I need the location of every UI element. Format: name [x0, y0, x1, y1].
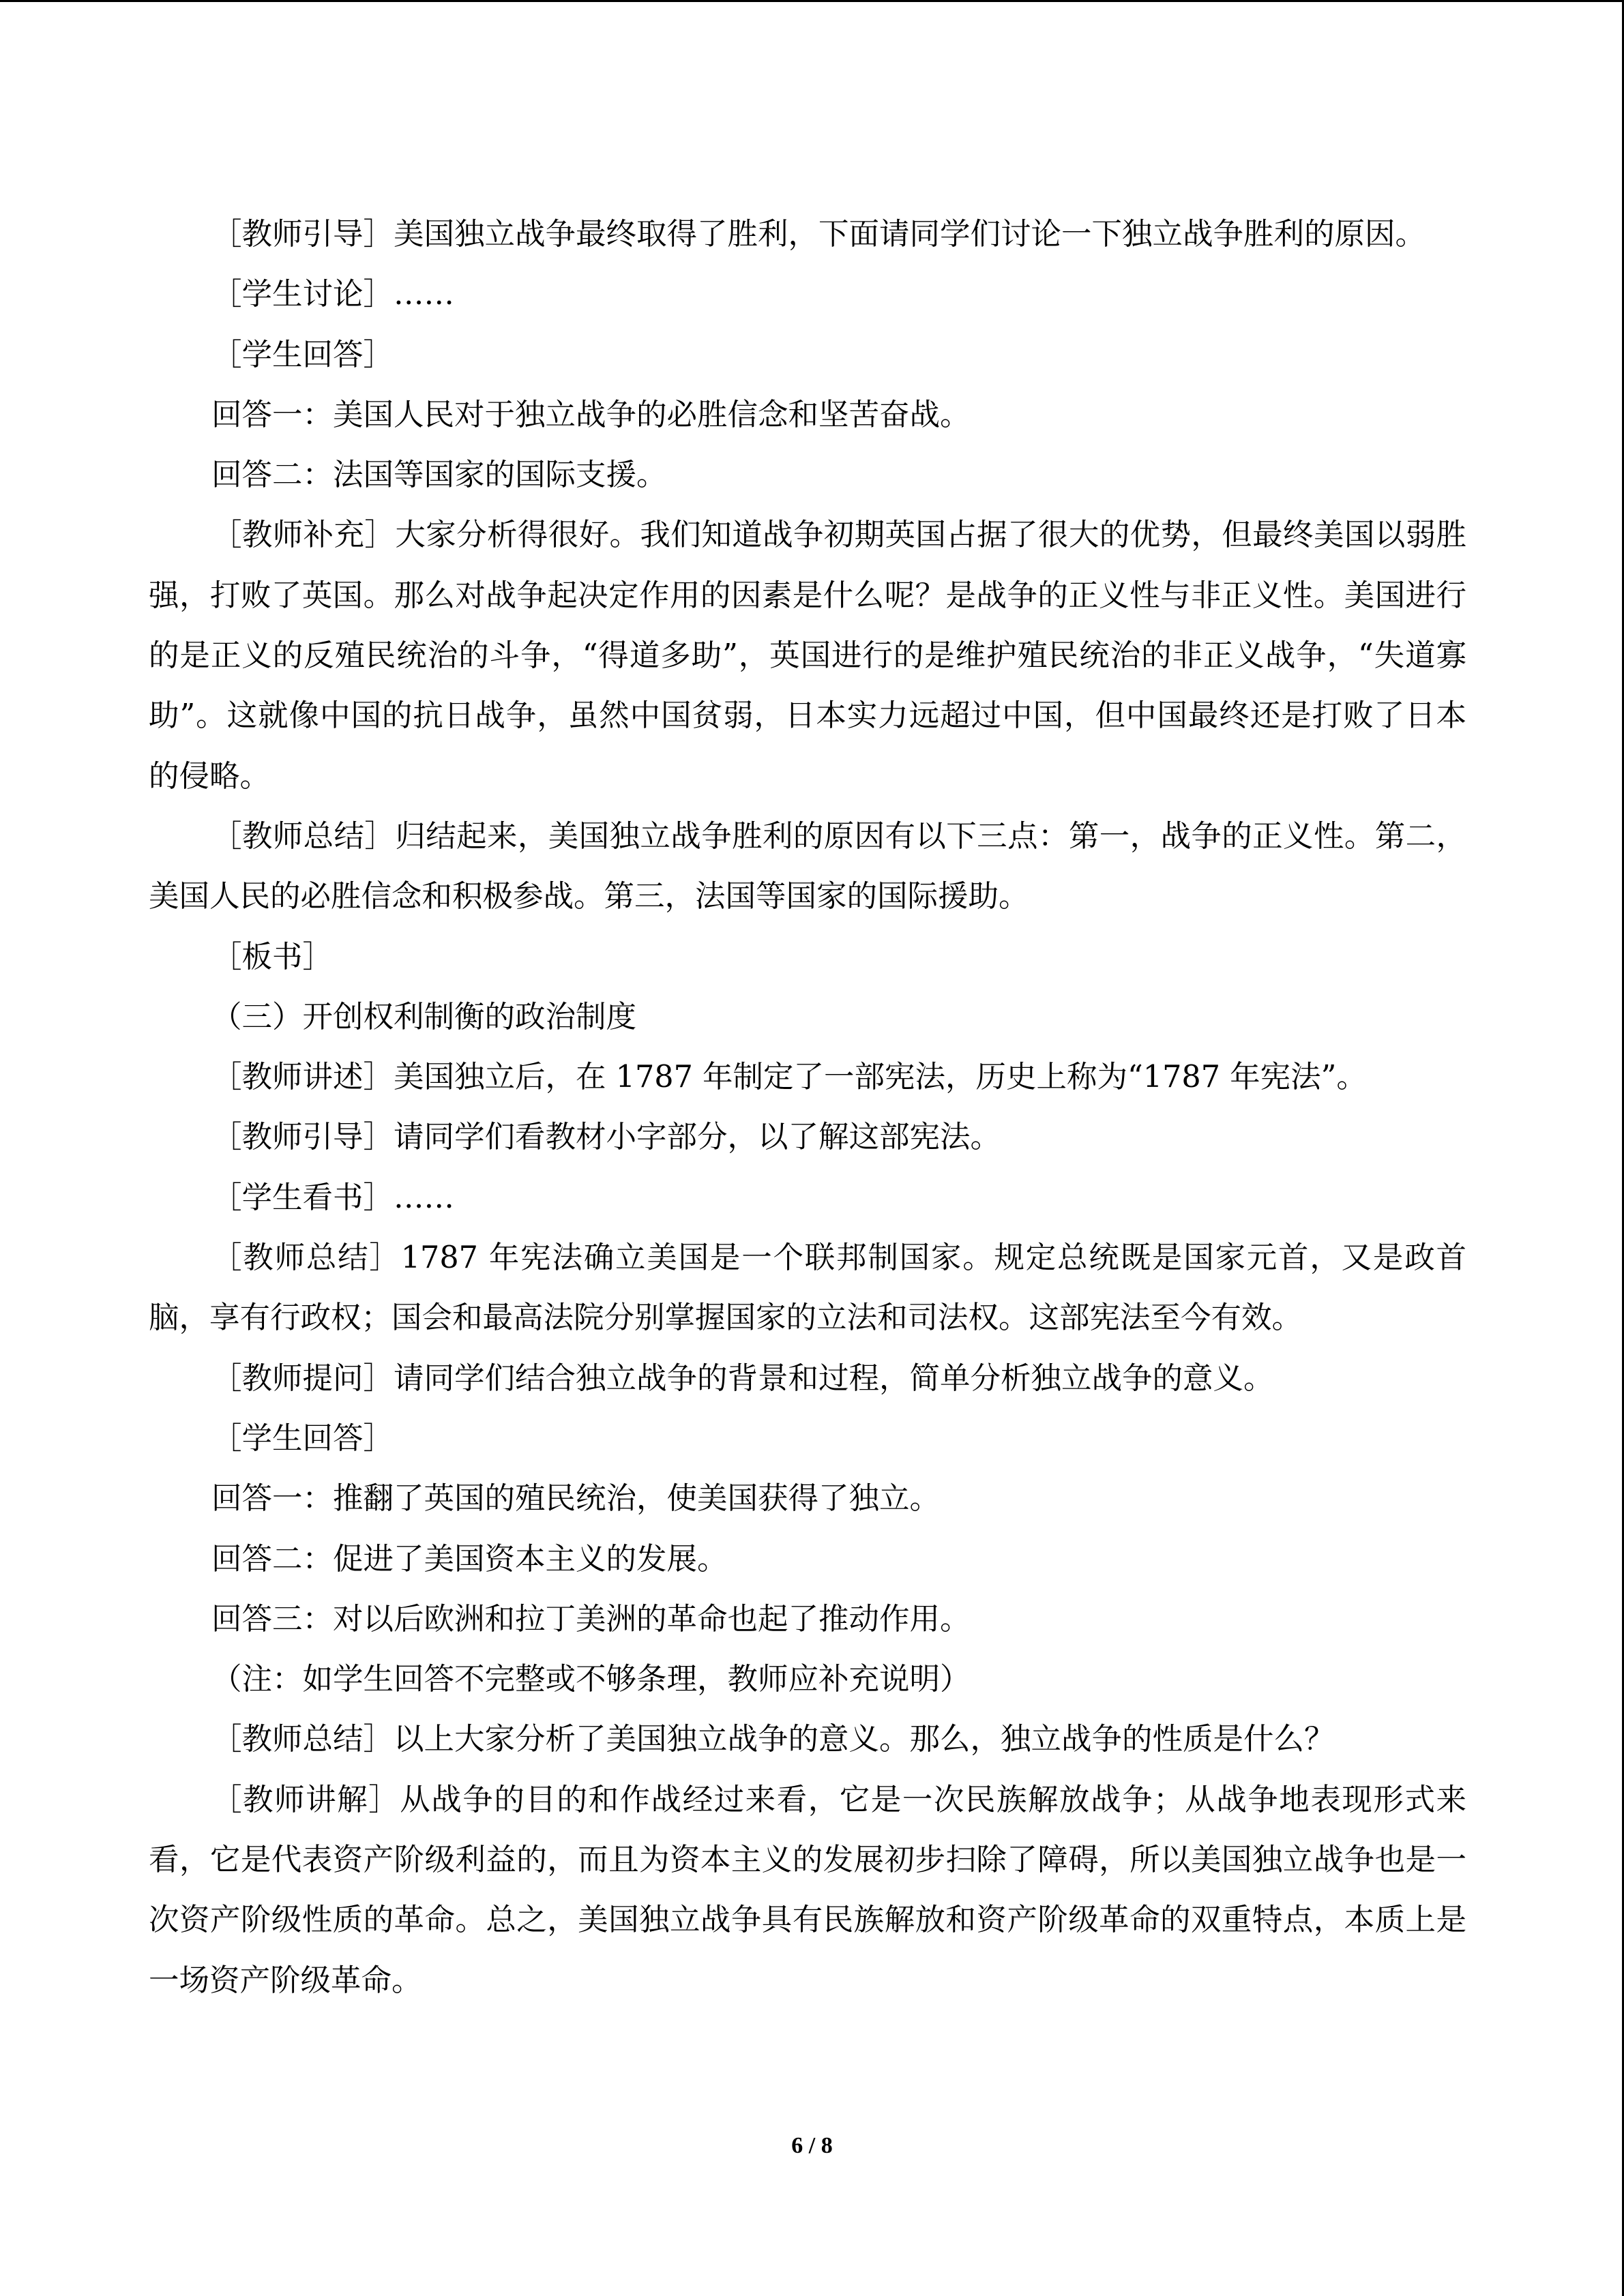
- paragraph-answer-one: 回答一：美国人民对于独立战争的必胜信念和坚苦奋战。: [211, 397, 971, 432]
- paragraph-student-answer-heading-2: ［学生回答］: [211, 1420, 394, 1456]
- paragraph-teacher-explanation: ［教师讲解］从战争的目的和作战经过来看，它是一次民族解放战争；从战争地表现形式来看，它是代表资产阶级利益的，而且为资本主义的发展初步扫除了障碍，所以美国独立战争也是一次资产阶级性质的革命。总之，美国独立战争具有民族解放和资产阶级革命的双重特点，本质上是一场资产阶级革命。: [149, 1782, 1466, 1998]
- paragraph-teacher-guide-textbook: ［教师引导］请同学们看教材小字部分，以了解这部宪法。: [211, 1120, 1001, 1155]
- page-border-top: [0, 0, 1624, 2]
- paragraph-teacher-question: ［教师提问］请同学们结合独立战争的背景和过程，简单分析独立战争的意义。: [211, 1360, 1274, 1396]
- paragraph-student-discussion: ［学生讨论］……: [211, 277, 455, 312]
- paragraph-note: （注：如学生回答不完整或不够条理，教师应补充说明）: [211, 1662, 971, 1697]
- paragraph-teacher-summary-nature: ［教师总结］以上大家分析了美国独立战争的意义。那么，独立战争的性质是什么？: [211, 1722, 1335, 1757]
- paragraph-significance-answer-two: 回答二：促进了美国资本主义的发展。: [211, 1541, 728, 1577]
- paragraph-significance-answer-one: 回答一：推翻了英国的殖民统治，使美国获得了独立。: [211, 1481, 941, 1517]
- paragraph-student-answer-heading: ［学生回答］: [211, 337, 394, 372]
- section-heading-checks-balances: （三）开创权利制衡的政治制度: [211, 999, 637, 1034]
- paragraph-significance-answer-three: 回答三：对以后欧洲和拉丁美洲的革命也起了推动作用。: [211, 1601, 971, 1637]
- paragraph-teacher-guide-victory: ［教师引导］美国独立战争最终取得了胜利，下面请同学们讨论一下独立战争胜利的原因。: [211, 217, 1426, 252]
- paragraph-teacher-supplement: ［教师补充］大家分析得很好。我们知道战争初期英国占据了很大的优势，但最终美国以弱胜强，打败了英国。那么对战争起决定作用的因素是什么呢？是战争的正义性与非正义性。美国进行的是正义的反殖民统治的斗争，“得道多助”，英国进行的是维护殖民统治的非正义战争，“失道寡助”。这就像中国的抗日战争，虽然中国贫弱，日本实力远超过中国，但中国最终还是打败了日本的侵略。: [149, 518, 1466, 794]
- paragraph-blackboard: ［板书］: [211, 939, 334, 974]
- paragraph-answer-two: 回答二：法国等国家的国际支援。: [211, 458, 667, 493]
- paragraph-teacher-summary-reasons: ［教师总结］归结起来，美国独立战争胜利的原因有以下三点：第一，战争的正义性。第二，美国人民的必胜信念和积极参战。第三，法国等国家的国际援助。: [149, 818, 1466, 914]
- paragraph-student-reading: ［学生看书］……: [211, 1180, 455, 1215]
- document-body: [149, 205, 1466, 2011]
- paragraph-teacher-narration-constitution: ［教师讲述］美国独立后，在 1787 年制定了一部宪法，历史上称为“1787 年宪法”。: [211, 1060, 1367, 1095]
- paragraph-teacher-summary-constitution: ［教师总结］1787 年宪法确立美国是一个联邦制国家。规定总统既是国家元首，又是政首脑，享有行政权；国会和最高法院分别掌握国家的立法和司法权。这部宪法至今有效。: [149, 1240, 1466, 1336]
- page-number: 6 / 8: [791, 2133, 833, 2158]
